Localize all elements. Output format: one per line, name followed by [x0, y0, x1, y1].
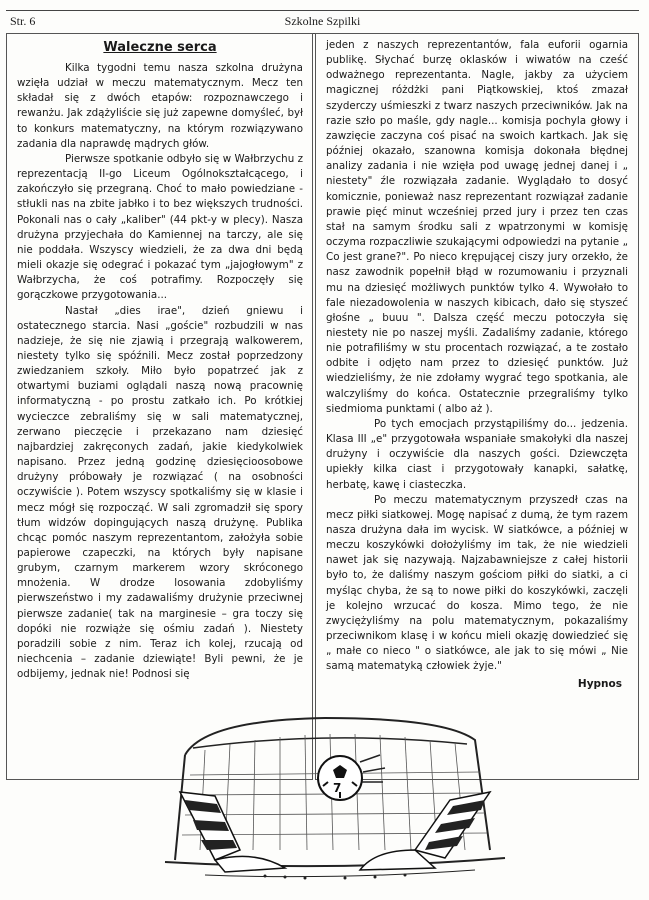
paragraph: Pierwsze spotkanie odbyło się w Wałbrzychu z reprezentacją II-go Liceum Ogólnokształcącego, i zakończyło się przegraną. Choć to mało powiedziane - stłukli nas na zbite jabłko i to bez większych trudności. Pokonali nas o cały „kaliber" (44 pkt-y w plecy). Nasza drużyna przyjechała do Kamiennej na tarczy, ale się nie poddała. Wszyscy wiedzieli, że za dwa dni będą mieli okazje się odegrać i pokazać tym „jajogłowym" z Wałbrzycha, że coś potrafimy. Rozpoczęły się gorączkowe przygotowania...: [17, 152, 303, 302]
ball-number: 7: [333, 781, 342, 795]
paragraph: jeden z naszych reprezentantów, fala euforii ogarnia publikę. Słychać burzę oklasków i wiwatów na cześć odważnego reprezentanta. Nagle, jakby za użyciem magicznej różdżki pani Piątkowskiej, ktoś zmazał szyderczy uśmieszki z twarz naszych przeciwników. Jak na razie szło po maśle, gdy nagle... komisja pochyla głowy i zawzięcie zaczyna coś pisać na swoich kartkach. Jak się później okazało, szanowna komisja dokonała błędnej analizy zadania i nie wzięła pod uwagę jednej danej i „ niestety" źle rozwiązała zadanie. Wyglądało to dosyć komicznie, ponieważ nasz reprezentant rozwiązał zadanie prawie pięć minut wcześniej przed jury i przez ten czas stał na samym środku sali z wpatrzonymi w komisję oczyma rozpaczliwie szukającymi odpowiedzi na pytanie „ Co jest grane?". Po nieco krępującej ciszy jury orzekło, że nasz zawodnik popełnił błąd w rozumowaniu i przyznali mu na dziesięć możliwych punktów tylko 4. Wywołało to fale niezadowolenia w naszych kibicach, dało się styszeć głośne „ buuu ". Dalsza część meczu potoczyła się niestety nie po naszej myśli. Zadaliśmy zadanie, którego nie potrafiliśmy w stu procentach rozwiązać, a te zostało odbite i odjęto nam przez to dziesięć punktów. Już wiedzieliśmy, że nie zdołamy wygrać tego spotkania, ale walczyliśmy do końca. Ostatecznie przegraliśmy tylko siedmioma punktami ( albo aż ).: [326, 39, 628, 415]
page-number: Str. 6: [10, 14, 36, 28]
right-striped-sock: [360, 792, 490, 870]
soccer-ball: [318, 756, 362, 800]
right-column: [315, 33, 639, 780]
goal-post-left: [175, 755, 185, 860]
magazine-title: Szkolne Szpilki: [284, 14, 361, 28]
article-title: Waleczne serca: [103, 40, 217, 55]
author-signature: Hypnos: [577, 677, 622, 690]
left-striped-sock: [180, 792, 285, 872]
football-goal-illustration: [145, 700, 525, 885]
paragraph: Nastał „dies irae", dzień gniewu i ostatecznego starcia. Nasi „goście" rozbudzili w nas nadzieje, że się nie zjawią i przegrają walkowerem, niestety tylko się spóźnili. Mecz został poprzedzony zwiedzaniem szkoły. Miło było popatrzeć jak z otwartymi buziami oglądali naszą nową pracownię informatyczną - po prostu zatkało ich. Po krótkiej wycieczce zebraliśmy się w sali matematycznej, zerwano pieczęcie i przekazano nam dziesięć najbardziej zakręconych zadań, jakie kiedykolwiek napisano. Przez jedną godzinę dziesięcioosobowe drużyny próbowały je rozwiązać ( na osobności oczywiście ). Potem wszyscy spotkaliśmy się w klasie i mecz mógł się rozpocząć. W sali zgromadził się spory tłum widzów dopingujących naszą drużynę. Publika chcąc pomóc naszym reprezentantom, założyła sobie papierowe czapeczki, na których były napisane grubym, czarnym markerem wzory skróconego mnożenia. W drodze losowania zdobyliśmy pierwszeństwo i my zadawaliśmy drużynie przeciwnej pierwsze zadanie( tak na marginesie – gra toczy się dopóki nie rozwiąże się ośmiu zadań ). Niestety poradzili sobie z nim. Teraz ich kolej, rzucają od niechcenia – zadanie dziewiąte! Byli pewni, że je odbijemy, jednak nie! Podnosi się: [17, 304, 303, 681]
paragraph: Po tych emocjach przystąpiliśmy do... jedzenia. Klasa III „e" przygotowała wspaniałe smakołyki dla naszej drużyny i oczywiście dla naszych gości. Dziewczęta upiekły kilka ciast i przygotowały kanapki, sałatkę, herbatę, kawę i ciasteczka.: [326, 417, 628, 491]
paragraph: Po meczu matematycznym przyszedł czas na mecz piłki siatkowej. Mogę napisać z dumą, że tym razem nasza drużyna dała im wycisk. W siatkówce, a później w meczu koszykówki dołożyliśmy im tak, że nie wiedzieli nawet jak się nazywają. Najzabawniejsze z całej historii było to, że daliśmy naszym gościom piłki do siatki, a ci myśląc chyba, że są to nowe piłki do koszykówki, zaczęli je kolejno wrzucać do kosza. Mimo tego, że nie zwyciężyliśmy na polu matematycznym, pokazaliśmy przeciwnikom klasę i w końcu mieli okazję dowiedzieć się „ małe co nieco " o siatkówce, ale jak to się mówi „ Nie samą matematyką człowiek żyje.": [326, 493, 628, 673]
paragraph: Kilka tygodni temu nasza szkolna drużyna wzięła udział w meczu matematycznym. Mecz ten składał się z dwóch etapów: rozpoznawczego i rewanżu. Jak zdążyliście się już zapewne domyśleć, był to konkurs matematyczny, na którym rozwiązywano zadania dla naprawdę mądrych głów.: [17, 62, 303, 150]
page-header: [6, 10, 639, 34]
left-column: [6, 33, 313, 780]
left-shoe: [215, 856, 285, 872]
